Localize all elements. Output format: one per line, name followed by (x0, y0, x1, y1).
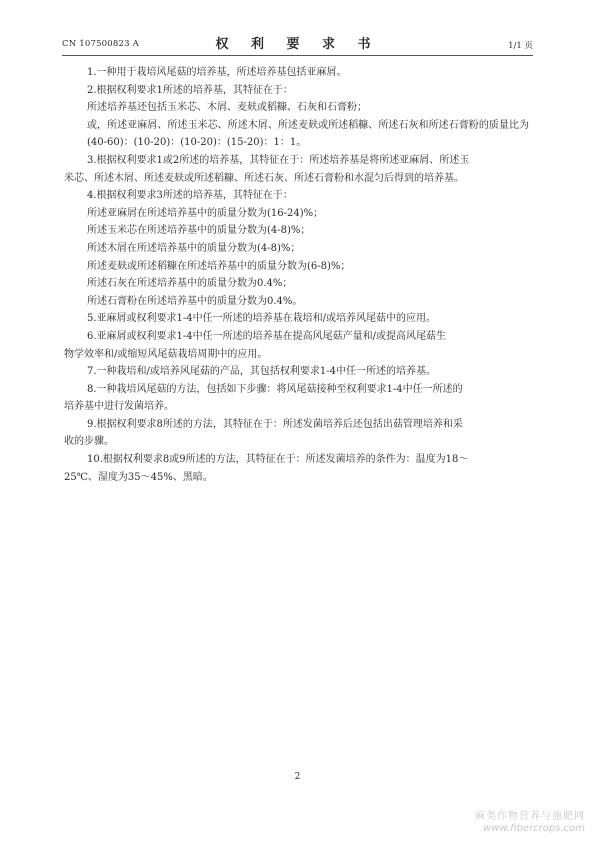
watermark-url: www.fibercrops.com (483, 823, 585, 834)
claim-line: 收的步骤。 (64, 436, 114, 448)
claim-line: 所述石灰在所述培养基中的质量分数为0.4%； (87, 278, 293, 290)
claim-line: 所述石膏粉在所述培养基中的质量分数为0.4%。 (87, 295, 303, 307)
site-watermark (475, 811, 585, 835)
claim-line: 10.根据权利要求8或9所述的方法，其特征在于：所述发菌培养的条件为：温度为18～ (87, 454, 469, 466)
claim-line: 或，所述亚麻屑、所述玉米芯、所述木屑、所述麦麸或所述稻糠、所述石灰和所述石膏粉的质量比为(40-60)：(10-20)：(10-20)：(15-20)：1：1。 (87, 119, 529, 149)
claim-line: 所述木屑在所述培养基中的质量分数为(4-8)%； (87, 242, 301, 254)
claim-line: 4.根据权利要求3所述的培养基，其特征在于： (87, 190, 293, 202)
claim-line: 所述玉米芯在所述培养基中的质量分数为(4-8)%； (87, 225, 311, 237)
claim-line: 2.根据权利要求1所述的培养基，其特征在于： (87, 84, 293, 96)
claim-line: 7.一种栽培和/或培养风尾菇的产品，其包括权利要求1-4中任一所述的培养基。 (87, 366, 437, 378)
page-number: 2 (294, 772, 301, 782)
claim-line: 物学效率和/或缩短风尾菇栽培周期中的应用。 (64, 348, 268, 360)
claim-line: 培养基中进行发菌培养。 (64, 401, 174, 413)
watermark-site-name: 麻类作物营养与施肥网 (475, 811, 585, 822)
claim-line: 3.根据权利要求1或2所述的培养基，其特征在于：所述培养基是将所述亚麻屑、所述玉 (87, 154, 470, 166)
claim-line: 8.一种栽培风尾菇的方法，包括如下步骤：将风尾菇接种至权利要求1-4中任一所述的 (87, 383, 463, 395)
claim-line: 米芯、所述木屑、所述麦麸或所述稻糠、所述石灰、所述石膏粉和水混匀后得到的培养基。 (64, 172, 464, 184)
page-count: 1/1 页 (508, 41, 533, 51)
claim-line: 25℃、湿度为35～45%、黑暗。 (64, 471, 213, 483)
document-header (62, 31, 533, 55)
claim-line: 1.一种用于栽培风尾菇的培养基，所述培养基包括亚麻屑。 (87, 67, 347, 78)
claim-line: 6.亚麻屑或权利要求1-4中任一所述的培养基在提高风尾菇产量和/或提高风尾菇生 (87, 330, 447, 342)
claim-line: 所述亚麻屑在所述培养基中的质量分数为(16-24)%； (87, 207, 324, 219)
publication-number: CN 107500823 A (62, 39, 139, 49)
claim-line: 5.亚麻屑或权利要求1-4中任一所述的培养基在栽培和/或培养风尾菇中的应用。 (87, 313, 437, 325)
claim-line: 9.根据权利要求8所述的方法，其特征在于：所述发菌培养后还包括出菇管理培养和采 (87, 418, 463, 430)
document-title: 权 利 要 求 书 (215, 37, 380, 52)
claims-body (64, 64, 529, 486)
header-rule (62, 55, 533, 56)
claim-line: 所述麦麸或所述稻糠在所述培养基中的质量分数为(6-8)%； (87, 260, 351, 272)
claim-line: 所述培养基还包括玉米芯、木屑、麦麸或稻糠、石灰和石膏粉； (87, 102, 367, 114)
